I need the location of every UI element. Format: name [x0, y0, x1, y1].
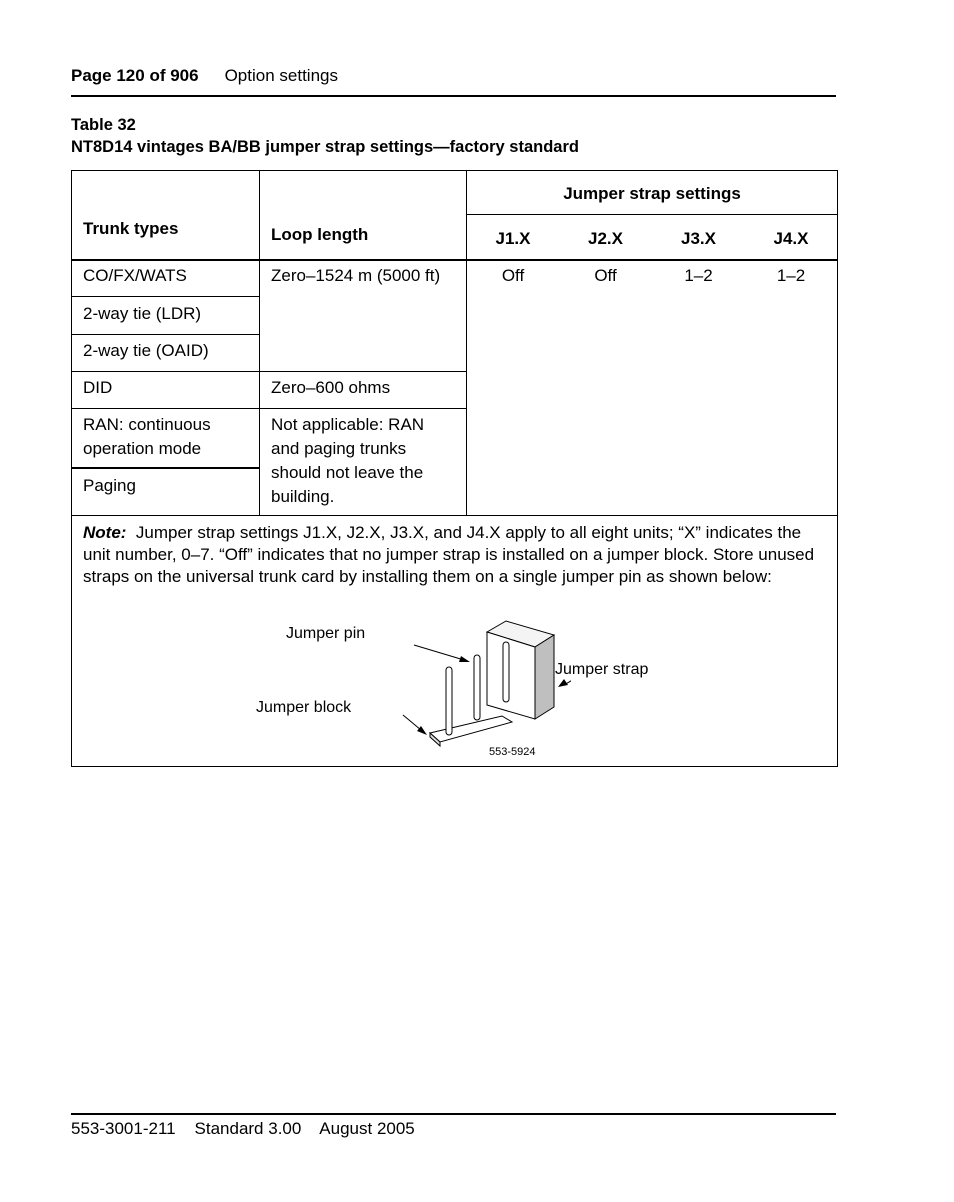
- table-note: [83, 522, 831, 588]
- loop-length-cell: Not applicable: RAN and paging trunks should not leave the building.: [271, 415, 425, 506]
- doc-number: 553-3001-211: [71, 1119, 176, 1138]
- header-rule: [71, 95, 836, 97]
- col-header-j2x: J2.X: [588, 229, 623, 248]
- col-header-loop-length: Loop length: [271, 225, 369, 244]
- trunk-type-cell: 2-way tie (LDR): [83, 304, 202, 323]
- table-border-top: [71, 170, 838, 171]
- setting-j3x: 1–2: [684, 266, 713, 285]
- trunk-type-cell: CO/FX/WATS: [83, 266, 187, 285]
- setting-j1x: Off: [501, 266, 525, 285]
- jumper-figure: [251, 615, 649, 770]
- col-divider-1: [259, 170, 260, 516]
- row-rule-1: [71, 296, 260, 297]
- table-caption: [71, 114, 579, 158]
- table-number: Table 32: [71, 116, 136, 134]
- col-header-jumper-strap-settings: Jumper strap settings: [563, 184, 741, 203]
- pin-leader-line: [414, 645, 464, 660]
- col-header-j3x: J3.X: [681, 229, 716, 248]
- col-header-trunk-types: Trunk types: [83, 219, 179, 238]
- loop-length-cell: Zero–1524 m (5000 ft): [271, 266, 441, 285]
- page-footer: [71, 1119, 415, 1139]
- section-title: Option settings: [224, 66, 338, 85]
- header-bottom-rule: [71, 259, 838, 261]
- note-rule: [71, 515, 838, 516]
- row-rule-2: [71, 334, 260, 335]
- jumper-block-shape: [430, 716, 512, 742]
- group-header-rule: [467, 214, 837, 215]
- page-number: Page 120 of 906: [71, 66, 199, 85]
- strap-leader-arrowhead: [558, 679, 568, 687]
- trunk-type-cell: Paging: [83, 476, 136, 495]
- block-leader-line: [403, 715, 421, 730]
- row-rule-5: [71, 467, 260, 469]
- col-header-j4x: J4.X: [773, 229, 809, 248]
- table-title: NT8D14 vintages BA/BB jumper strap settings—factory standard: [71, 138, 579, 156]
- jumper-block-label: Jumper block: [256, 699, 352, 716]
- note-text: Jumper strap settings J1.X, J2.X, J3.X, and J4.X apply to all eight units; “X” indicates the unit number, 0–7. “Off” indicates that no jumper strap is installed on a jumper block. Store unused straps on the universal trunk card by installing them on a single jumper pin as shown below:: [83, 523, 815, 586]
- jumper-pin-left: [446, 667, 452, 735]
- publication-date: August 2005: [319, 1119, 415, 1138]
- col-divider-2: [466, 170, 467, 516]
- col-header-j1x: J1.X: [495, 229, 531, 248]
- figure-code: 553-5924: [489, 746, 536, 758]
- setting-j2x: Off: [594, 266, 617, 285]
- jumper-settings-table: [71, 170, 838, 767]
- trunk-type-cell: DID: [83, 378, 113, 397]
- strap-pin-slot: [503, 642, 509, 702]
- trunk-type-cell: 2-way tie (OAID): [83, 341, 209, 360]
- jumper-pin-right: [474, 655, 480, 720]
- page-header: [71, 66, 338, 86]
- loop-length-cell: Zero–600 ohms: [271, 378, 391, 397]
- jumper-pin-label: Jumper pin: [286, 625, 366, 642]
- pin-leader-arrowhead: [459, 656, 470, 662]
- footer-rule: [71, 1113, 836, 1115]
- jumper-strap-label: Jumper strap: [555, 661, 649, 678]
- row-rule-3: [71, 371, 467, 372]
- standard-version: Standard 3.00: [194, 1119, 302, 1138]
- setting-j4x: 1–2: [776, 266, 806, 285]
- note-label: Note:: [83, 523, 127, 542]
- trunk-type-cell: RAN: continuous operation mode: [83, 415, 211, 458]
- jumper-strap-side: [535, 635, 554, 719]
- row-rule-4: [71, 408, 467, 409]
- jumper-strap-front: [487, 632, 535, 719]
